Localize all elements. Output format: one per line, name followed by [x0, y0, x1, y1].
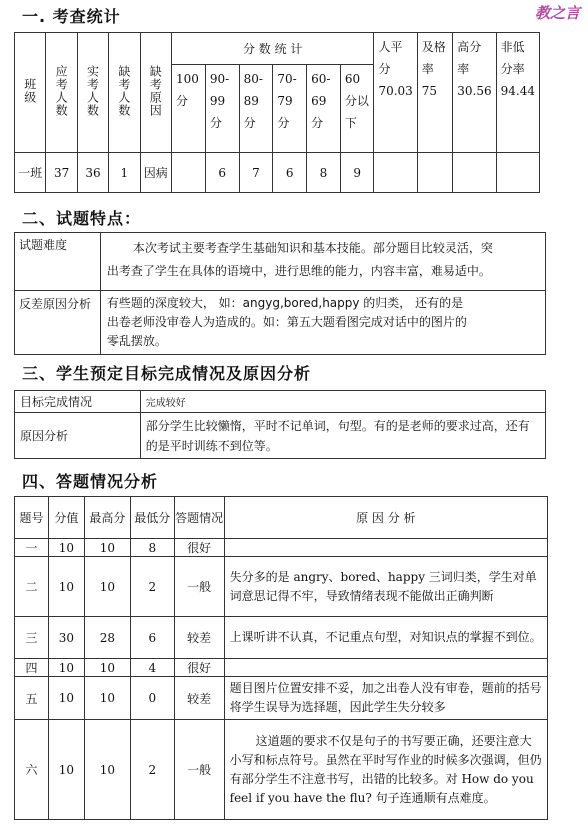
header-answer-status: 答题情况 [174, 497, 224, 539]
difficulty-text: 本次考试主要考查学生基础知识和基本技能。部分题目比较灵活，突 出考查了学生在具体的语境中，进行思维的能力，内容丰富，难易适中。 [100, 233, 545, 291]
cell-status: 一般 [174, 720, 224, 820]
section-4-title: 四、答题情况分析 [22, 472, 159, 491]
cell-status: 一般 [174, 557, 224, 617]
cell-min: 2 [130, 557, 174, 617]
section-1-title: 一. 考查统计 [22, 7, 121, 26]
header-absent: 缺考人数 [109, 33, 140, 153]
row-bin-60-69: 8 [307, 153, 341, 193]
cell-reason: 题目图片位置安排不妥，加之出卷人没有审卷，题前的括号将学生误导为选择题，因此学生失分较多 [224, 677, 547, 720]
bin-70-79: 70-79分 [273, 65, 307, 153]
row-nonlow-rate [496, 153, 539, 193]
difficulty-label: 试题难度 [15, 233, 101, 291]
bin-80-89: 80-89分 [239, 65, 273, 153]
header-average: 人平分70.03 [374, 33, 417, 153]
bin-below-60: 60分以下 [340, 65, 374, 153]
goal-completion-label: 目标完成情况 [15, 391, 141, 413]
goal-completion-value: 完成较好 [140, 391, 545, 413]
cell-min: 0 [130, 677, 174, 720]
table-row [15, 557, 548, 617]
header-absent-reason: 缺考原因 [140, 33, 171, 153]
header-min-score: 最低分 [130, 497, 174, 539]
cell-max: 10 [84, 720, 130, 820]
header-question-number: 题号 [15, 497, 49, 539]
row-actual-take: 36 [77, 153, 108, 193]
table-row [15, 539, 548, 557]
cell-score: 10 [48, 659, 84, 677]
header-score-distribution: 分 数 统 计 [171, 33, 373, 65]
header-actual-take: 实考人数 [77, 33, 108, 153]
row-bin-80-89: 7 [239, 153, 273, 193]
cell-reason: 上课听讲不认真，不记重点句型，对知识点的掌握不到位。 [224, 617, 547, 659]
header-class: 班级 [15, 33, 46, 153]
header-high-rate: 高分率30.56 [453, 33, 496, 153]
cell-status: 很好 [174, 539, 224, 557]
contrast-reason-text: 有些题的深度较大， 如：angyg,bored,happy 的归类， 还有的是 出卷老师没审卷人为造成的。如：第五大题看图完成对话中的图片的 零乱摆放。 [100, 291, 545, 355]
cell-min: 4 [130, 659, 174, 677]
cell-score: 10 [48, 557, 84, 617]
cell-score: 30 [48, 617, 84, 659]
cell-question: 一 [15, 539, 49, 557]
cell-question: 四 [15, 659, 49, 677]
header-nonlow-rate: 非低分率94.44 [496, 33, 539, 153]
site-logo: 教之言 [534, 4, 580, 22]
row-class: 一班 [15, 153, 46, 193]
row-high-rate [453, 153, 496, 193]
cell-max: 10 [84, 557, 130, 617]
exam-stats-table [14, 32, 540, 193]
bin-60-69: 60-69分 [307, 65, 341, 153]
cell-question: 二 [15, 557, 49, 617]
header-should-take: 应考人数 [46, 33, 77, 153]
table-row [15, 720, 548, 820]
row-bin-70-79: 6 [273, 153, 307, 193]
cell-status: 较差 [174, 617, 224, 659]
header-reason-analysis: 原 因 分 析 [224, 497, 547, 539]
bin-90-99: 90-99分 [205, 65, 239, 153]
row-bin-100 [171, 153, 205, 193]
header-score: 分值 [48, 497, 84, 539]
bin-100: 100分 [171, 65, 205, 153]
cell-reason [224, 659, 547, 677]
row-absent: 1 [109, 153, 140, 193]
cell-score: 10 [48, 539, 84, 557]
header-pass-rate: 及格率75 [417, 33, 452, 153]
row-pass-rate [417, 153, 452, 193]
cause-analysis-label: 原因分析 [15, 413, 141, 459]
table-row [15, 677, 548, 720]
cell-min: 8 [130, 539, 174, 557]
row-bin-90-99: 6 [205, 153, 239, 193]
goal-analysis-table [14, 390, 546, 459]
section-3-title: 三、学生预定目标完成情况及原因分析 [22, 364, 312, 383]
cell-max: 10 [84, 677, 130, 720]
cell-score: 10 [48, 720, 84, 820]
cell-question: 三 [15, 617, 49, 659]
cell-max: 28 [84, 617, 130, 659]
cause-analysis-text: 部分学生比较懒惰，平时不记单词，句型。有的是老师的要求过高，还有的是平时训练不到位等。 [140, 413, 545, 459]
cell-max: 10 [84, 659, 130, 677]
cell-status: 很好 [174, 659, 224, 677]
cell-score: 10 [48, 677, 84, 720]
section-2-title: 二、试题特点： [22, 209, 142, 228]
row-should-take: 37 [46, 153, 77, 193]
cell-question: 六 [15, 720, 49, 820]
cell-min: 6 [130, 617, 174, 659]
cell-reason: 失分多的是 angry、bored、happy 三词归类，学生对单词意思记得不牢，导致情绪表现不能做出正确判断 [224, 557, 547, 617]
cell-min: 2 [130, 720, 174, 820]
exam-features-table [14, 232, 546, 355]
cell-reason [224, 539, 547, 557]
row-absent-reason: 因病 [140, 153, 171, 193]
table-row [15, 617, 548, 659]
row-average [374, 153, 417, 193]
header-max-score: 最高分 [84, 497, 130, 539]
contrast-reason-label: 反差原因分析 [15, 291, 101, 355]
cell-status: 较差 [174, 677, 224, 720]
answer-analysis-table [14, 496, 548, 820]
cell-reason: 这道题的要求不仅是句子的书写要正确，还要注意大小写和标点符号。虽然在平时写作业的时候多次强调，但仍有部分学生不注意书写，出错的比较多。对 How do you feel if you have the flu? 句子连通顺有点难度。 [224, 720, 547, 820]
row-bin-below-60: 9 [340, 153, 374, 193]
cell-question: 五 [15, 677, 49, 720]
cell-max: 10 [84, 539, 130, 557]
table-row [15, 659, 548, 677]
